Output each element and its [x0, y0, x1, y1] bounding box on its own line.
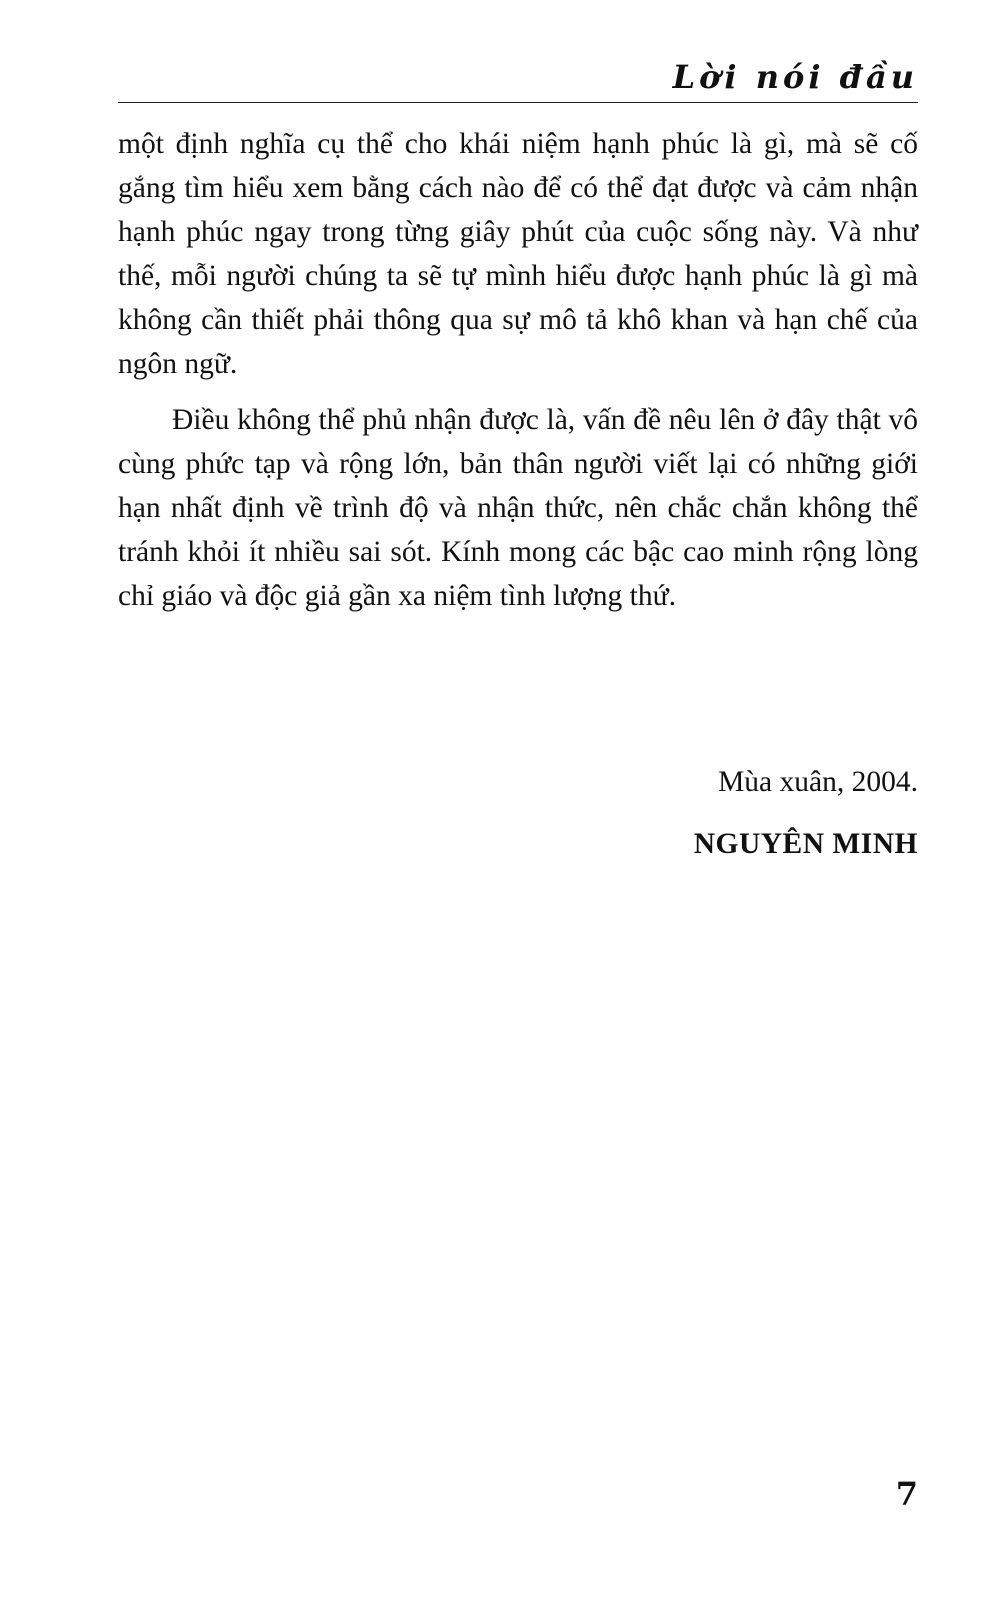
page-number: 7	[895, 1475, 918, 1513]
paragraph: Điều không thể phủ nhận được là, vấn đề nêu lên ở đây thật vô cùng phức tạp và rộng lớn, bản thân người viết lại có những giới hạn nhất định về trình độ và nhận thức, nên chắc chắn không thể tránh khỏi ít nhiều sai sót. Kính mong các bậc cao minh rộng lòng chỉ giáo và độc giả gần xa niệm tình lượng thứ.	[118, 404, 918, 612]
body-text	[118, 122, 918, 618]
chapter-title: Lời nói đầu	[672, 58, 918, 96]
author-name: NGUYÊN MINH	[693, 828, 918, 860]
running-header	[118, 52, 918, 103]
signoff-date: Mùa xuân, 2004.	[718, 766, 918, 798]
paragraph: một định nghĩa cụ thể cho khái niệm hạnh phúc là gì, mà sẽ cố gắng tìm hiểu xem bằng cách nào để có thể đạt được và cảm nhận hạnh phúc ngay trong từng giây phút của cuộc sống này. Và như thế, mỗi người chúng ta sẽ tự mình hiểu được hạnh phúc là gì mà không cần thiết phải thông qua sự mô tả khô khan và hạn chế của ngôn ngữ.	[118, 128, 918, 380]
